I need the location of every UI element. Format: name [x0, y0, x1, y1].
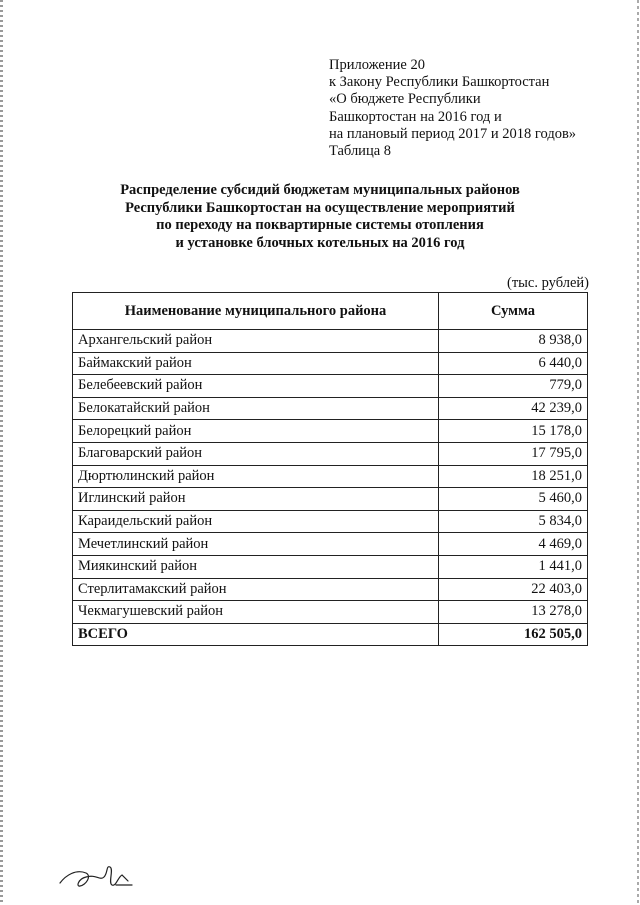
- subsidy-table: [72, 292, 588, 646]
- district-name: Дюртюлинский район: [73, 465, 439, 488]
- units-label: (тыс. рублей): [507, 275, 589, 291]
- document-title: [60, 182, 580, 252]
- table-row: [73, 533, 588, 556]
- page-scan-edge-right: [637, 0, 639, 905]
- appendix-line: «О бюджете Республики: [329, 91, 481, 108]
- district-name: Благоварский район: [73, 442, 439, 465]
- column-header-sum: Сумма: [439, 293, 588, 330]
- table-row: [73, 555, 588, 578]
- total-sum: 162 505,0: [439, 623, 588, 646]
- table-row: [73, 465, 588, 488]
- title-line: Республики Башкортостан на осуществление мероприятий: [125, 199, 515, 216]
- district-sum: 18 251,0: [439, 465, 588, 488]
- district-sum: 779,0: [439, 375, 588, 398]
- title-line: и установке блочных котельных на 2016 год: [175, 234, 465, 251]
- district-sum: 5 460,0: [439, 488, 588, 511]
- table-row: [73, 488, 588, 511]
- title-line: по переходу на поквартирные системы отопления: [156, 217, 484, 233]
- title-line: Распределение субсидий бюджетам муниципальных районов: [120, 182, 520, 198]
- table-row: [73, 330, 588, 353]
- district-sum: 22 403,0: [439, 578, 588, 601]
- district-sum: 15 178,0: [439, 420, 588, 443]
- table-row: [73, 375, 588, 398]
- table-row: [73, 578, 588, 601]
- table-row: [73, 397, 588, 420]
- table-row: [73, 442, 588, 465]
- column-header-district: Наименование муниципального района: [73, 293, 439, 330]
- district-name: Баймакский район: [73, 352, 439, 375]
- district-sum: 1 441,0: [439, 555, 588, 578]
- district-name: Чекмагушевский район: [73, 601, 439, 624]
- district-sum: 5 834,0: [439, 510, 588, 533]
- district-sum: 4 469,0: [439, 533, 588, 556]
- handwritten-signature: [56, 855, 136, 895]
- appendix-line: к Закону Республики Башкортостан: [329, 74, 550, 91]
- table-header-row: [73, 293, 588, 330]
- total-label: ВСЕГО: [73, 623, 439, 646]
- district-name: Миякинский район: [73, 555, 439, 578]
- appendix-line: Башкортостан на 2016 год и: [329, 108, 502, 125]
- total-row: [73, 623, 588, 646]
- district-sum: 6 440,0: [439, 352, 588, 375]
- district-sum: 8 938,0: [439, 330, 588, 353]
- district-name: Стерлитамакский район: [73, 578, 439, 601]
- table-row: [73, 510, 588, 533]
- table-row: [73, 601, 588, 624]
- table-row: [73, 352, 588, 375]
- district-sum: 42 239,0: [439, 397, 588, 420]
- district-sum: 13 278,0: [439, 601, 588, 624]
- page-scan-edge-left: [0, 0, 3, 905]
- appendix-line: на плановый период 2017 и 2018 годов»: [329, 125, 577, 142]
- district-sum: 17 795,0: [439, 442, 588, 465]
- district-name: Караидельский район: [73, 510, 439, 533]
- district-name: Белокатайский район: [73, 397, 439, 420]
- district-name: Белебеевский район: [73, 375, 439, 398]
- district-name: Белорецкий район: [73, 420, 439, 443]
- appendix-line: Таблица 8: [329, 143, 392, 160]
- district-name: Архангельский район: [73, 330, 439, 353]
- appendix-line: Приложение 20: [329, 57, 425, 73]
- appendix-reference: [329, 57, 576, 160]
- table-row: [73, 420, 588, 443]
- district-name: Мечетлинский район: [73, 533, 439, 556]
- district-name: Иглинский район: [73, 488, 439, 511]
